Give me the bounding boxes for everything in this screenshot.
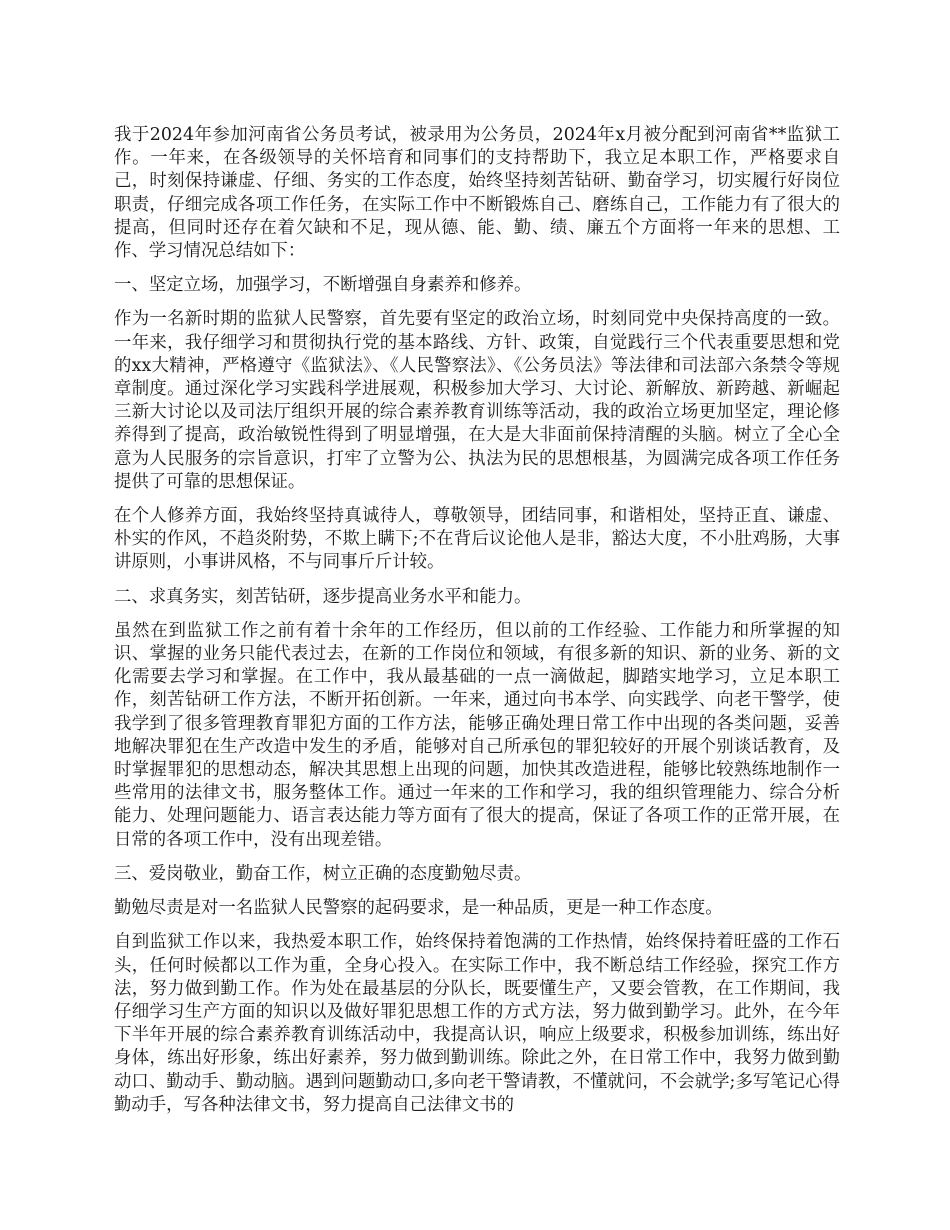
paragraph: 虽然在到监狱工作之前有着十余年的工作经历，但以前的工作经验、工作能力和所掌握的知识、掌握的业务只能代表过去，在新的工作岗位和领域，有很多新的知识、新的业务、新的文化需要去学习和掌握。在工作中，我从最基础的一点一滴做起，脚踏实地学习，立足本职工作，刻苦钻研工作方法，不断开拓创新。一年来，通过向书本学、向实践学、向老干警学，使我学到了很多管理教育罪犯方面的工作方法，能够正确处理日常工作中出现的各类问题，妥善地解决罪犯在生产改造中发生的矛盾，能够对自己所承包的罪犯较好的开展个别谈话教育，及时掌握罪犯的思想动态，解决其思想上出现的问题，加快其改造进程，能够比较熟练地制作一些常用的法律文书，服务整体工作。通过一年来的工作和学习，我的组织管理能力、综合分析能力、处理问题能力、语言表达能力等方面有了很大的提高，保证了各项工作的正常开展，在日常的各项工作中，没有出现差错。 xyxy=(114,620,840,850)
section-heading-2: 二、求真务实，刻苦钻研，逐步提高业务水平和能力。 xyxy=(114,586,532,607)
paragraph: 自到监狱工作以来，我热爱本职工作，始终保持着饱满的工作热情，始终保持着旺盛的工作石头，任何时候都以工作为重，全身心投入。在实际工作中，我不断总结工作经验，探究工作方法，努力做到勤工作。作为处在最基层的分队长，既要懂生产，又要会管教，在工作期间，我仔细学习生产方面的知识以及做好罪犯思想工作的方式方法，努力做到勤学习。此外，在今年下半年开展的综合素养教育训练活动中，我提高认识，响应上级要求，积极参加训练，练出好身体，练出好形象，练出好素养，努力做到勤训练。除此之外，在日常工作中，我努力做到勤动口、勤动手、勤动脑。遇到问题勤动口,多向老干警请教，不懂就问，不会就学;多写笔记心得勤动手，写各种法律文书，努力提高自己法律文书的 xyxy=(114,932,840,1115)
section-heading-3: 三、爱岗敬业，勤奋工作，树立正确的态度勤勉尽责。 xyxy=(114,863,532,884)
paragraph: 勤勉尽责是对一名监狱人民警察的起码要求，是一种品质，更是一种工作态度。 xyxy=(114,898,723,919)
section-heading-1: 一、坚定立场，加强学习，不断增强自身素养和修养。 xyxy=(114,275,532,296)
document-body xyxy=(114,124,840,1128)
paragraph-intro: 我于2024年参加河南省公务员考试，被录用为公务员，2024年x月被分配到河南省**监狱工作。一年来，在各级领导的关怀培育和同事们的支持帮助下，我立足本职工作，严格要求自己，时刻保持谦虚、仔细、务实的工作态度，始终坚持刻苦钻研、勤奋学习，切实履行好岗位职责，仔细完成各项工作任务，在实际工作中不断锻炼自己、磨练自己，工作能力有了很大的提高，但同时还存在着欠缺和不足，现从德、能、勤、绩、廉五个方面将一年来的思想、工作、学习情况总结如下： xyxy=(114,125,840,262)
paragraph: 在个人修养方面，我始终坚持真诚待人，尊敬领导，团结同事，和谐相处，坚持正直、谦虚、朴实的作风，不趋炎附势，不欺上瞒下;不在背后议论他人是非，豁达大度，不小肚鸡肠，大事讲原则，小事讲风格，不与同事斤斤计较。 xyxy=(114,506,840,573)
paragraph: 作为一名新时期的监狱人民警察，首先要有坚定的政治立场，时刻同党中央保持高度的一致。一年来，我仔细学习和贯彻执行党的基本路线、方针、政策，自觉践行三个代表重要思想和党的xx大精神，严格遵守《监狱法》、《人民警察法》、《公务员法》等法律和司法部六条禁令等规章制度。通过深化学习实践科学进展观，积极参加大学习、大讨论、新解放、新跨越、新崛起三新大讨论以及司法厅组织开展的综合素养教育训练等活动，我的政治立场更加坚定，理论修养得到了提高，政治敏锐性得到了明显增强，在大是大非面前保持清醒的头脑。树立了全心全意为人民服务的宗旨意识，打牢了立警为公、执法为民的思想根基，为圆满完成各项工作任务提供了可靠的思想保证。 xyxy=(114,309,840,492)
